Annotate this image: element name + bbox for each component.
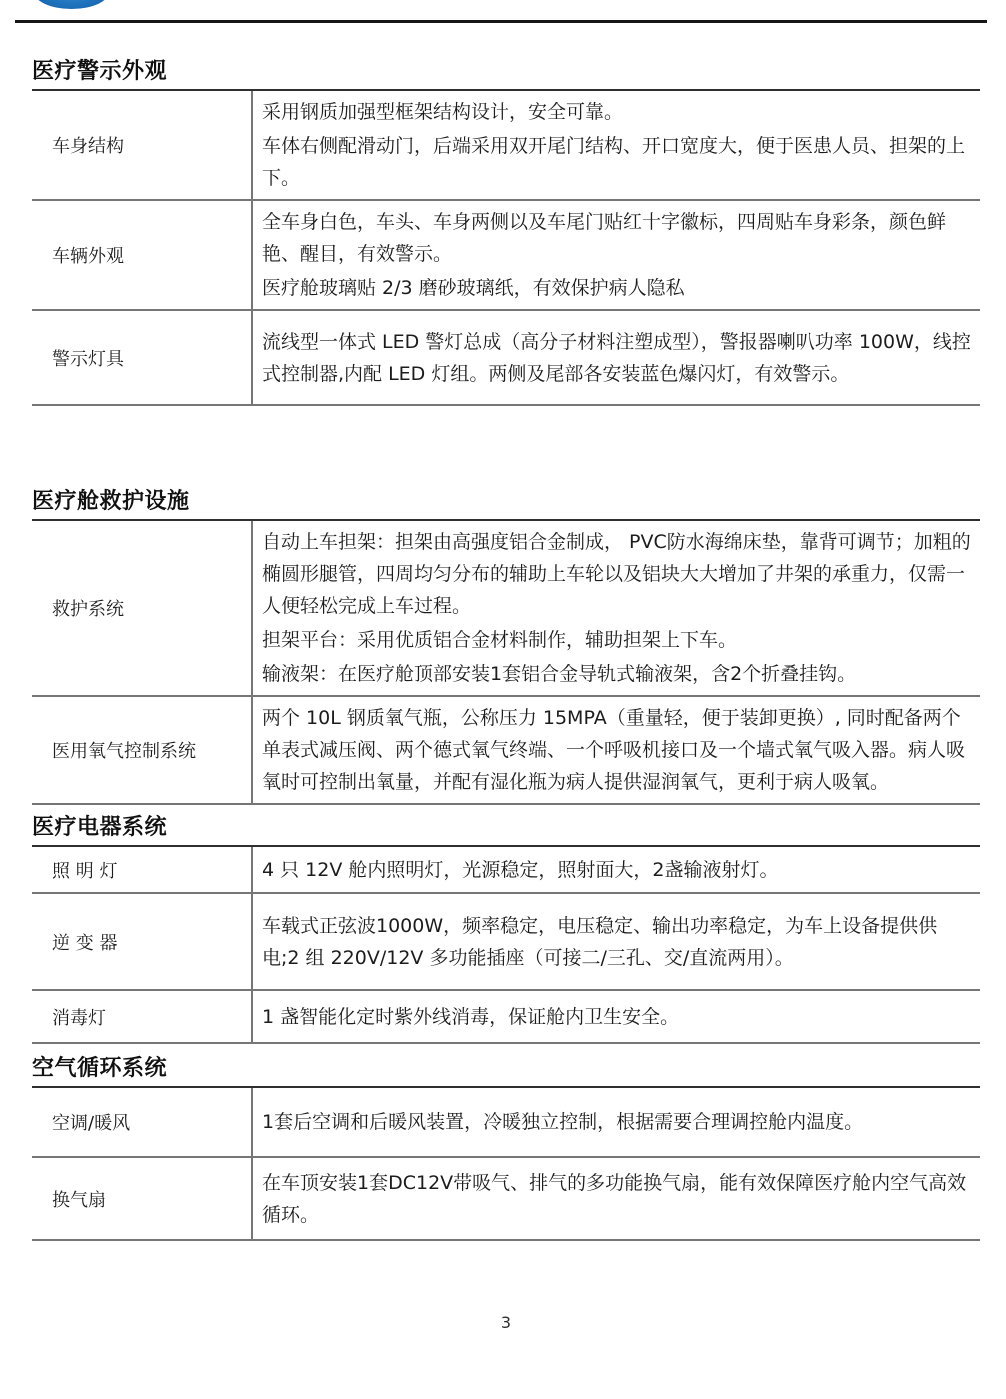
table-row	[32, 311, 980, 406]
section-title: 空气循环系统	[32, 1057, 980, 1088]
row-content	[253, 91, 980, 199]
spec-table	[32, 521, 980, 805]
table-row	[32, 1158, 980, 1241]
spec-paragraph: 在车顶安装1套DC12V带吸气、排气的多功能换气扇，能有效保障医疗舱内空气高效循环。	[262, 1171, 967, 1226]
table-row	[32, 91, 980, 201]
section-title: 医疗警示外观	[32, 60, 980, 91]
row-content	[253, 1088, 980, 1156]
spec-paragraph: 担架平台：采用优质铝合金材料制作，辅助担架上下车。	[262, 629, 738, 651]
spec-table	[32, 91, 980, 406]
row-label: 照 明 灯	[32, 847, 253, 892]
table-row	[32, 847, 980, 894]
spec-paragraph: 输液架：在医疗舱顶部安装1套铝合金导轨式输液架，含2个折叠挂钩。	[262, 663, 857, 685]
section-title: 医疗电器系统	[32, 816, 980, 847]
spec-paragraph: 医疗舱玻璃贴 2/3 磨砂玻璃纸，有效保护病人隐私	[262, 277, 685, 299]
table-row	[32, 201, 980, 311]
row-label: 车身结构	[32, 91, 253, 199]
header-rule	[15, 20, 987, 23]
row-label: 警示灯具	[32, 311, 253, 404]
row-label: 消毒灯	[32, 991, 253, 1042]
spec-table	[32, 847, 980, 1044]
section-medical-electrical-system	[32, 816, 980, 1044]
page-number: 3	[500, 1313, 512, 1332]
row-label: 换气扇	[32, 1158, 253, 1239]
spec-paragraph: 全车身白色，车头、车身两侧以及车尾门贴红十字徽标，四周贴车身彩条，颜色鲜艳、醒目，有效警示。	[262, 211, 947, 265]
row-content	[253, 201, 980, 309]
row-content	[253, 894, 980, 989]
row-label: 医用氧气控制系统	[32, 697, 253, 803]
spec-paragraph: 1 盏智能化定时紫外线消毒，保证舱内卫生安全。	[262, 1005, 680, 1028]
table-row	[32, 894, 980, 991]
section-medical-warning-appearance	[32, 60, 980, 406]
section-air-circulation-system	[32, 1057, 980, 1241]
spec-paragraph: 车载式正弦波1000W，频率稳定，电压稳定、输出功率稳定，为车上设备提供供电;2 组 220V/12V 多功能插座（可接二/三孔、交/直流两用）。	[262, 914, 938, 969]
spec-paragraph: 采用钢质加强型框架结构设计，安全可靠。	[262, 101, 624, 123]
brand-logo	[33, 0, 110, 9]
row-label: 空调/暖风	[32, 1088, 253, 1156]
spec-table	[32, 1088, 980, 1241]
row-content	[253, 311, 980, 404]
row-content	[253, 847, 980, 892]
row-content	[253, 697, 980, 803]
spec-paragraph: 4 只 12V 舱内照明灯，光源稳定，照射面大，2盏输液射灯。	[262, 858, 779, 881]
table-row	[32, 521, 980, 697]
row-content	[253, 1158, 980, 1239]
spec-paragraph: 车体右侧配滑动门，后端采用双开尾门结构、开口宽度大，便于医患人员、担架的上下。	[262, 135, 966, 189]
row-label: 逆 变 器	[32, 894, 253, 989]
section-medical-cabin-rescue-facilities	[32, 490, 980, 805]
table-row	[32, 991, 980, 1044]
table-row	[32, 1088, 980, 1158]
row-content	[253, 991, 980, 1042]
section-title: 医疗舱救护设施	[32, 490, 980, 521]
spec-paragraph: 1套后空调和后暖风装置，冷暖独立控制，根据需要合理调控舱内温度。	[262, 1111, 864, 1133]
row-content	[253, 521, 980, 695]
row-label: 车辆外观	[32, 201, 253, 309]
spec-paragraph: 自动上车担架：担架由高强度铝合金制成， PVC防水海绵床垫，靠背可调节；加粗的椭圆形腿管，四周均匀分布的辅助上车轮以及铝块大大增加了井架的承重力，仅需一人便轻松完成上车过程。	[262, 531, 971, 617]
spec-paragraph: 流线型一体式 LED 警灯总成（高分子材料注塑成型），警报器喇叭功率 100W，线控式控制器,内配 LED 灯组。两侧及尾部各安装蓝色爆闪灯，有效警示。	[262, 330, 971, 385]
spec-paragraph: 两个 10L 钢质氧气瓶，公称压力 15MPA（重量轻，便于装卸更换）, 同时配备两个单表式减压阀、两个德式氧气终端、一个呼吸机接口及一个墙式氧气吸入器。病人吸氧时可控制出氧量，并配有湿化瓶为病人提供湿润氧气，更利于病人吸氧。	[262, 707, 966, 793]
row-label: 救护系统	[32, 521, 253, 695]
table-row	[32, 697, 980, 805]
document-page	[32, 60, 980, 1332]
